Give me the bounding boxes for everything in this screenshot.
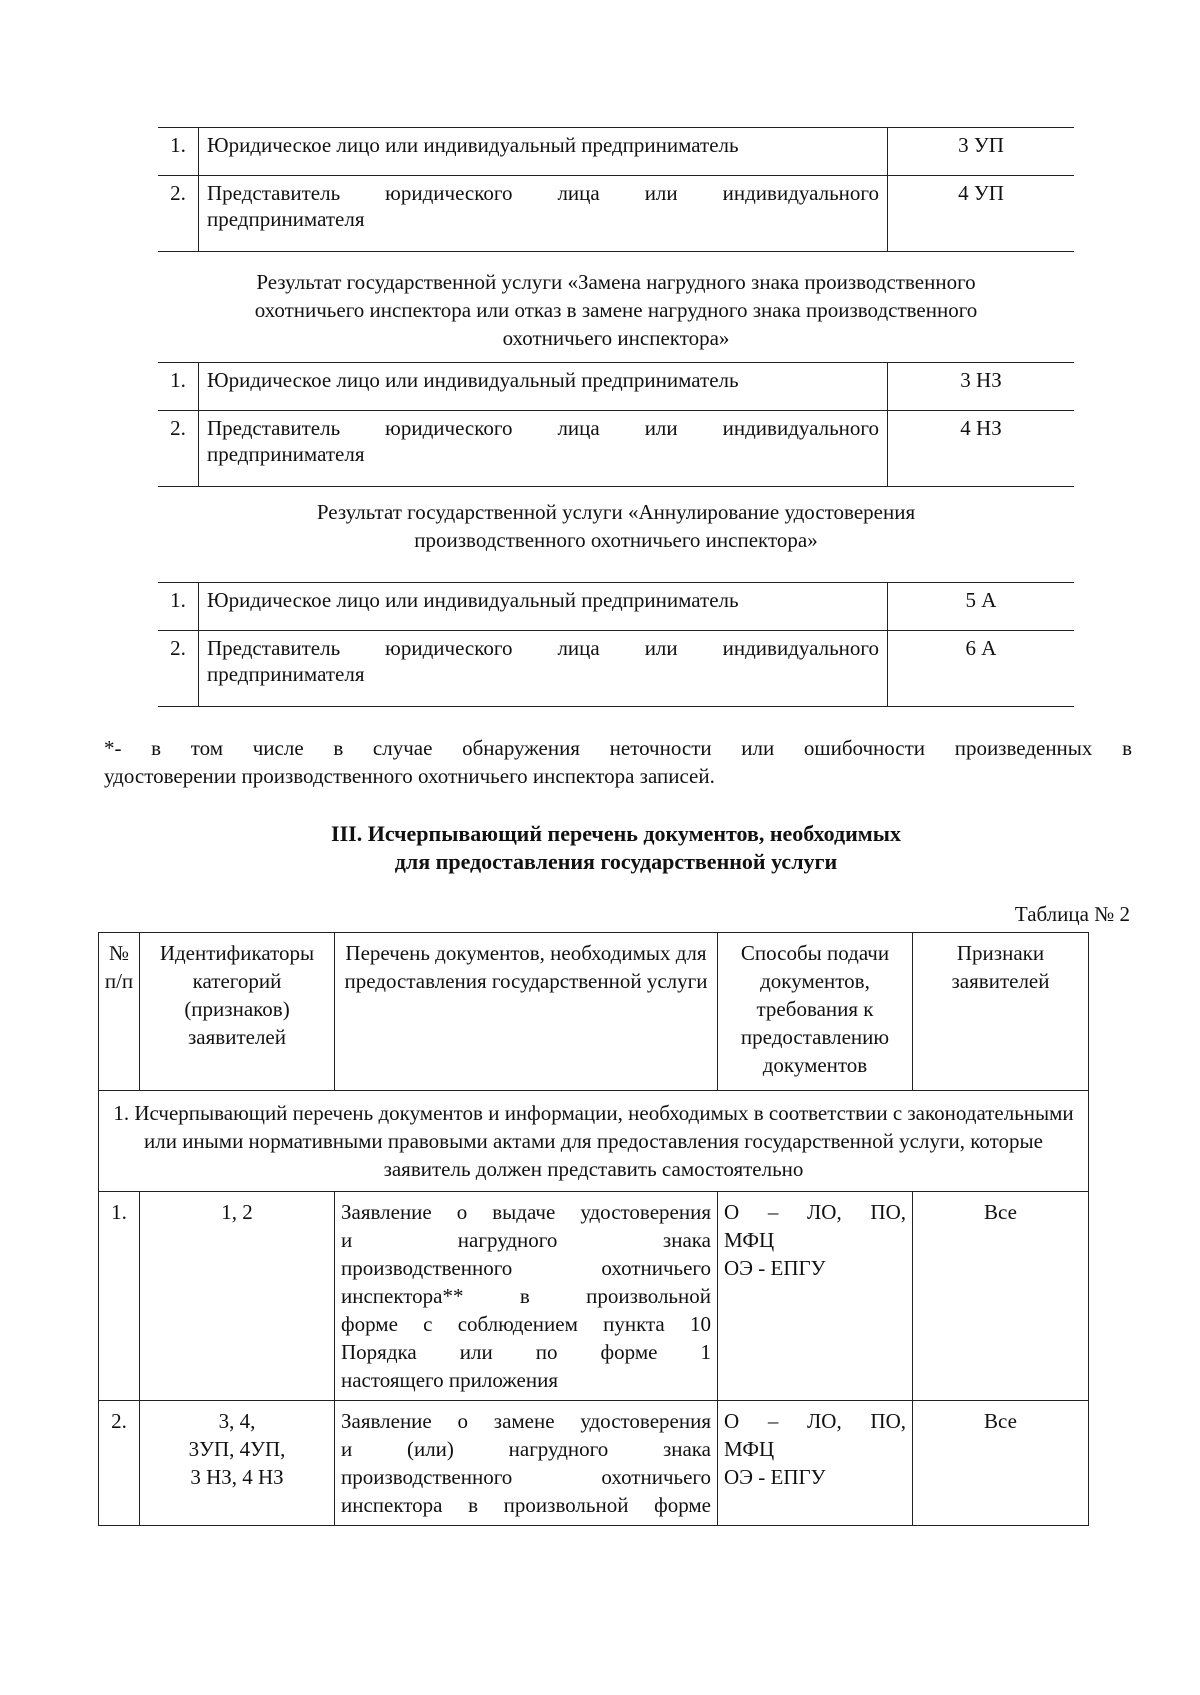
row-number: 2. bbox=[158, 631, 199, 707]
applicant-code: 4 УП bbox=[958, 181, 1004, 205]
applicant-code: 5 А bbox=[965, 588, 997, 612]
method-line: О – ЛО, ПО, bbox=[724, 1409, 906, 1433]
document-line: Заявление о замене удостоверения bbox=[341, 1409, 711, 1433]
applicant-category-line: предпринимателя bbox=[207, 442, 365, 466]
applicant-category-line: Представитель юридического лица или индивидуального bbox=[207, 636, 879, 660]
table-row bbox=[158, 363, 1074, 411]
header-documents: Перечень документов, необходимых для предоставления государственной услуги bbox=[335, 933, 718, 1091]
documents-table bbox=[98, 932, 1089, 1526]
identifier-line: 3 НЗ, 4 НЗ bbox=[190, 1465, 284, 1489]
result-title-line: охотничьего инспектора» bbox=[502, 326, 730, 350]
row-methods bbox=[718, 1401, 913, 1526]
table-header-row bbox=[99, 933, 1089, 1091]
applicant-category-line: Представитель юридического лица или индивидуального bbox=[207, 416, 879, 440]
document-line: настоящего приложения bbox=[341, 1368, 558, 1392]
document-line: производственного охотничьего bbox=[341, 1465, 711, 1489]
header-identifiers: Идентификаторы категорий (признаков) заявителей bbox=[140, 933, 335, 1091]
applicant-category-line: Представитель юридического лица или индивидуального bbox=[207, 181, 879, 205]
section-row-text: 1. Исчерпывающий перечень документов и информации, необходимых в соответствии с законодательными или иными нормативными правовыми актами для предоставления государственной услуги, которые заявитель должен представить самостоятельно bbox=[99, 1091, 1089, 1192]
row-number: 2. bbox=[158, 176, 199, 252]
row-document bbox=[335, 1401, 718, 1526]
results-table-group-2 bbox=[158, 362, 1074, 487]
document-line: Заявление о выдаче удостоверения bbox=[341, 1200, 711, 1224]
header-number: № п/п bbox=[99, 933, 140, 1091]
row-methods bbox=[718, 1192, 913, 1401]
table-row bbox=[158, 583, 1074, 631]
header-signs: Признаки заявителей bbox=[913, 933, 1089, 1091]
applicant-category bbox=[199, 176, 888, 252]
applicant-code: 3 НЗ bbox=[960, 368, 1002, 392]
applicant-category: Юридическое лицо или индивидуальный предприниматель bbox=[199, 128, 888, 176]
row-number: 2. bbox=[99, 1401, 140, 1526]
applicant-code: 4 НЗ bbox=[960, 416, 1002, 440]
method-line: ОЭ - ЕПГУ bbox=[724, 1465, 826, 1489]
footnote-line: удостоверении производственного охотничьего инспектора записей. bbox=[104, 764, 715, 788]
section-title-line: III. Исчерпывающий перечень документов, необходимых bbox=[331, 821, 901, 846]
applicant-category bbox=[199, 631, 888, 707]
document-line: производственного охотничьего bbox=[341, 1256, 711, 1280]
table-row bbox=[99, 1192, 1089, 1401]
method-line: МФЦ bbox=[724, 1228, 775, 1252]
footnote-line: *- в том числе в случае обнаружения неточности или ошибочности произведенных в bbox=[104, 736, 1132, 760]
row-identifiers bbox=[140, 1401, 335, 1526]
row-number: 1. bbox=[99, 1192, 140, 1401]
table-section-row bbox=[99, 1091, 1089, 1192]
section-title-line: для предоставления государственной услуги bbox=[394, 849, 838, 874]
row-number: 1. bbox=[158, 363, 199, 411]
table-row bbox=[99, 1401, 1089, 1526]
method-line: МФЦ bbox=[724, 1437, 775, 1461]
results-table-group-1 bbox=[158, 127, 1074, 252]
document-line: инспектора** в произвольной bbox=[341, 1284, 711, 1308]
applicant-category-line: предпринимателя bbox=[207, 662, 365, 686]
applicant-category: Юридическое лицо или индивидуальный предприниматель bbox=[199, 363, 888, 411]
footnote bbox=[104, 734, 1132, 790]
row-number: 1. bbox=[158, 583, 199, 631]
applicant-category: Юридическое лицо или индивидуальный предприниматель bbox=[199, 583, 888, 631]
identifier-line: 3УП, 4УП, bbox=[188, 1437, 286, 1461]
header-methods: Способы подачи документов, требования к предоставлению документов bbox=[718, 933, 913, 1091]
result-title-line: Результат государственной услуги «Аннулирование удостоверения bbox=[316, 500, 916, 524]
table-number: Таблица № 2 bbox=[1014, 902, 1130, 926]
row-identifiers: 1, 2 bbox=[140, 1192, 335, 1401]
row-number: 1. bbox=[158, 128, 199, 176]
table-row bbox=[158, 128, 1074, 176]
result-title-line: Результат государственной услуги «Замена нагрудного знака производственного bbox=[256, 270, 976, 294]
result-title-line: охотничьего инспектора или отказ в замене нагрудного знака производственного bbox=[254, 298, 978, 322]
method-line: О – ЛО, ПО, bbox=[724, 1200, 906, 1224]
result-title-replacement bbox=[158, 268, 1074, 352]
document-line: и нагрудного знака bbox=[341, 1228, 711, 1252]
row-sign: Все bbox=[913, 1401, 1089, 1526]
document-line: и (или) нагрудного знака bbox=[341, 1437, 711, 1461]
result-title-line: производственного охотничьего инспектора» bbox=[414, 528, 818, 552]
section-title bbox=[100, 820, 1132, 876]
table-row bbox=[158, 176, 1074, 252]
applicant-category bbox=[199, 411, 888, 487]
identifier-line: 3, 4, bbox=[218, 1409, 256, 1433]
row-number: 2. bbox=[158, 411, 199, 487]
document-line: форме с соблюдением пункта 10 bbox=[341, 1312, 711, 1336]
table-row bbox=[158, 411, 1074, 487]
method-line: ОЭ - ЕПГУ bbox=[724, 1256, 826, 1280]
applicant-code: 3 УП bbox=[958, 133, 1004, 157]
table-row bbox=[158, 631, 1074, 707]
row-sign: Все bbox=[913, 1192, 1089, 1401]
results-table-group-3 bbox=[158, 582, 1074, 707]
applicant-category-line: предпринимателя bbox=[207, 207, 365, 231]
document-line: инспектора в произвольной форме bbox=[341, 1493, 711, 1517]
document-line: Порядка или по форме 1 bbox=[341, 1340, 711, 1364]
row-document bbox=[335, 1192, 718, 1401]
applicant-code: 6 А bbox=[965, 636, 997, 660]
result-title-annulment bbox=[158, 498, 1074, 554]
